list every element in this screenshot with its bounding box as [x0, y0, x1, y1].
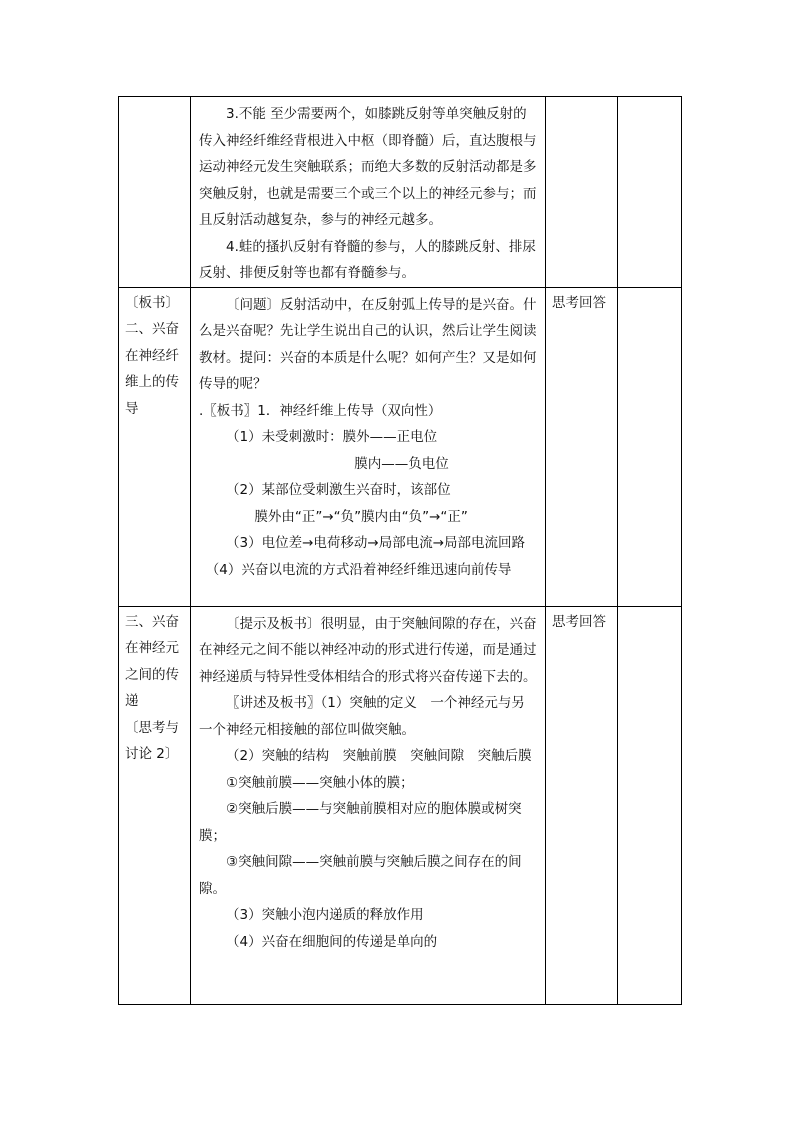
content-cell	[191, 287, 546, 606]
topic-line: 讨论 2〕	[125, 746, 179, 762]
content-line: 膜内——负电位	[354, 455, 449, 472]
content-line: （3）电位差→电荷移动→局部电流→局部电流回路	[226, 535, 526, 551]
content-paragraph: 3.不能 至少需要两个，如膝跳反射等单突触反射的传入神经纤维经背根进入中枢（即脊髓）后，直达腹根与运动神经元发生突触联系；而绝大多数的反射活动都是多突触反射，也就是需要三个或三个以上的神经元参与；而且反射活动越复杂，参与的神经元越多。	[199, 106, 537, 228]
notes-cell	[618, 606, 682, 1004]
content-line: （1）未受刺激时：膜外——正电位	[226, 429, 438, 445]
board-heading: .〖板书〗1．神经纤维上传导（双向性）	[199, 402, 442, 419]
topic-cell	[119, 97, 191, 288]
topic-line: 三、兴奋	[125, 613, 179, 630]
content-paragraph: 〖讲述及板书〗（1）突触的定义 一个神经元与另一个神经元相接触的部位叫做突触。	[199, 695, 525, 738]
content-paragraph: 4.蛙的搔扒反射有脊髓的参与，人的膝跳反射、排尿反射、排便反射等也都有脊髓参与。	[199, 238, 536, 281]
content-paragraph: ①突触前膜——突触小体的膜；	[226, 774, 414, 791]
topic-line: 在神经纤	[125, 347, 179, 364]
content-line: （2）某部位受刺激生兴奋时，该部位	[226, 482, 451, 498]
content-cell	[191, 97, 546, 288]
lesson-plan-table	[118, 96, 682, 1005]
content-paragraph: ②突触后膜——与突触前膜相对应的胞体膜或树突膜；	[199, 801, 522, 844]
content-paragraph: （2）突触的结构 突触前膜 突触间隙 突触后膜	[226, 748, 532, 764]
content-cell	[191, 606, 546, 1004]
student-activity-cell: 思考回答	[546, 606, 618, 1004]
topic-line: 二、兴奋	[125, 321, 179, 337]
content-paragraph: （4）兴奋在细胞间的传递是单向的	[226, 933, 438, 950]
content-paragraph: 〔问题〕反射活动中，在反射弧上传导的是兴奋。什么是兴奋呢？先让学生说出自己的认识，然后让学生阅读教材。提问：兴奋的本质是什么呢？如何产生？又是如何传导的呢？	[199, 296, 537, 392]
student-activity-cell	[546, 97, 618, 288]
topic-cell	[119, 287, 191, 606]
topic-cell	[119, 606, 191, 1004]
topic-line: 导	[125, 400, 139, 417]
topic-line: 〔板书〕	[125, 294, 179, 311]
notes-cell	[618, 97, 682, 288]
content-line: 膜外由“正”→“负”膜内由“负”→“正”	[254, 508, 468, 525]
table-row	[119, 606, 682, 1004]
content-paragraph: 〔提示及板书〕很明显，由于突触间隙的存在，兴奋在神经元之间不能以神经冲动的形式进行传递，而是通过神经递质与特异性受体相结合的形式将兴奋传递下去的。	[199, 615, 537, 685]
content-line: （4）兴奋以电流的方式沿着神经纤维迅速向前传导	[205, 561, 512, 578]
student-activity-cell: 思考回答	[546, 287, 618, 606]
topic-line: 〔思考与	[125, 719, 179, 736]
topic-line: 在神经元	[125, 640, 179, 656]
topic-line: 之间的传	[125, 666, 179, 683]
topic-line: 维上的传	[125, 374, 179, 390]
topic-line: 递	[125, 693, 139, 709]
content-paragraph: （3）突触小泡内递质的释放作用	[226, 907, 424, 923]
content-paragraph: ③突触间隙——突触前膜与突触后膜之间存在的间隙。	[199, 854, 522, 897]
notes-cell	[618, 287, 682, 606]
table-row	[119, 97, 682, 288]
table-row	[119, 287, 682, 606]
